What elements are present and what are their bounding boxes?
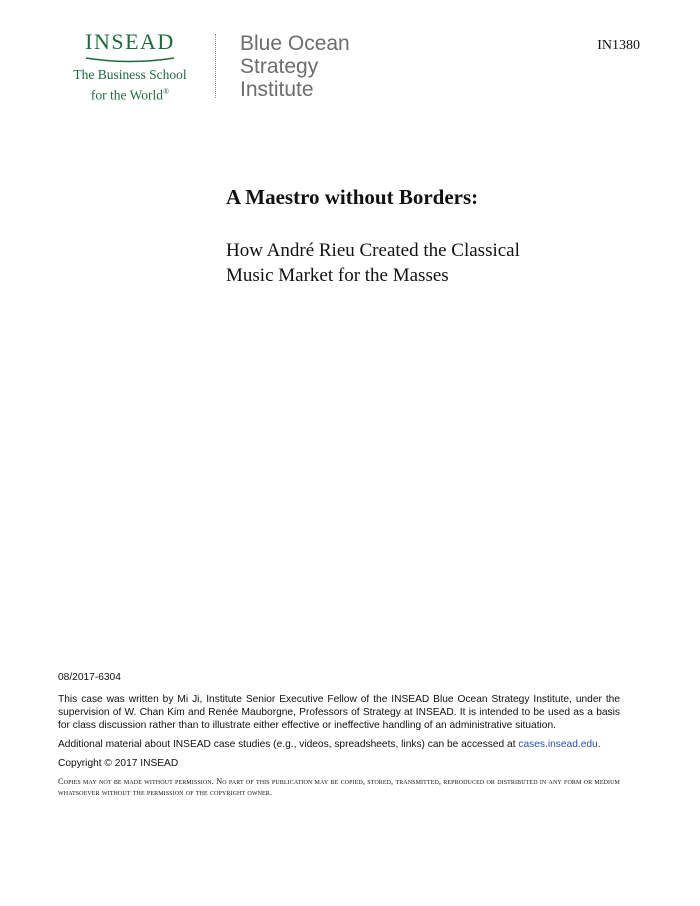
cases-link[interactable]: cases.insead.edu: [518, 739, 598, 750]
insead-tagline: [60, 66, 200, 104]
additional-material-note: Additional material about INSEAD case studies (e.g., videos, spreadsheets, links) can be accessed at cases.insead.edu.: [58, 739, 601, 750]
insead-logo-text: INSEAD: [85, 29, 175, 54]
permissions-notice: Copies may not be made without permission. No part of this publication may be copied, stored, transmitted, reproduced or distributed in any form or medium whatsoever without the permission of the copyright owner.: [58, 777, 620, 797]
blue-ocean-strategy-institute-logo: [240, 32, 350, 101]
tagline-line-1: The Business School: [73, 67, 187, 82]
document-code: IN1380: [597, 38, 640, 53]
institute-line-2: Strategy: [240, 55, 319, 78]
registered-mark: ®: [163, 87, 170, 96]
case-title: A Maestro without Borders:: [226, 185, 479, 209]
copyright-notice: Copyright © 2017 INSEAD: [58, 758, 179, 769]
subtitle-line-2: Music Market for the Masses: [226, 265, 449, 286]
case-subtitle: [226, 238, 646, 288]
case-reference-number: 08/2017-6304: [58, 672, 121, 683]
subtitle-line-1: How André Rieu Created the Classical: [226, 240, 520, 261]
insead-swoosh-icon: [84, 56, 176, 64]
case-footer: [58, 671, 620, 804]
logo-divider: [215, 34, 216, 98]
insead-logo: [60, 30, 200, 104]
institute-line-3: Institute: [240, 78, 314, 101]
tagline-line-2: for the World®: [90, 87, 170, 103]
institute-line-1: Blue Ocean: [240, 32, 350, 55]
authorship-note: This case was written by Mi Ji, Institute Senior Executive Fellow of the INSEAD Blue Ocean Strategy Institute, under the supervision of W. Chan Kim and Renée Mauborgne, Professors of Strategy at INSEAD. It is intended to be used as a basis for class discussion rather than to illustrate either effective or ineffective handling of an administrative situation.: [58, 694, 620, 731]
